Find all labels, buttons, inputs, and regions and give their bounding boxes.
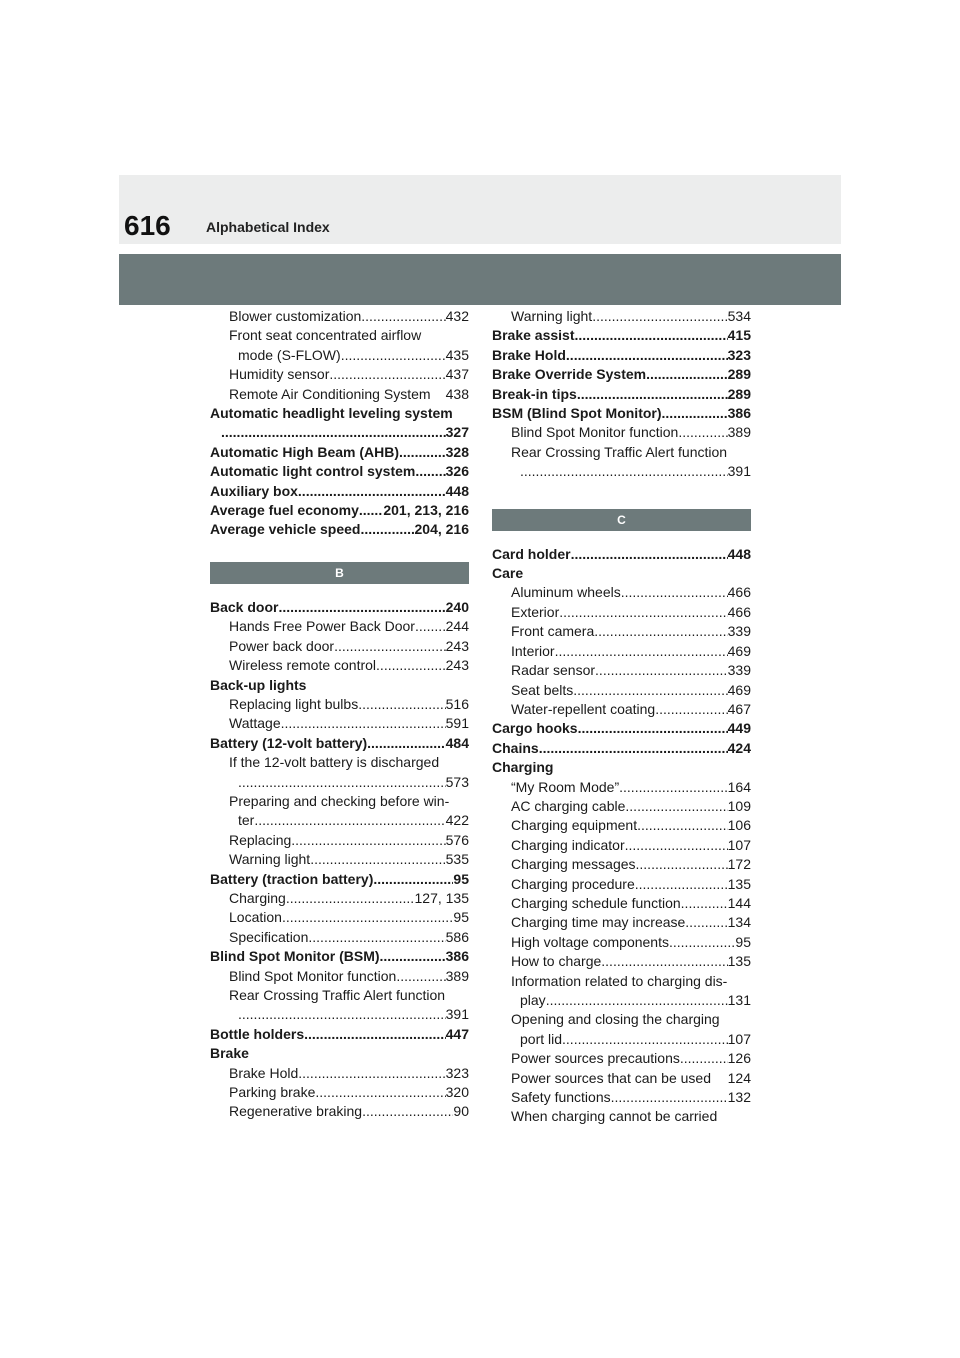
index-entry-text: Back door <box>210 598 279 615</box>
index-entry <box>210 520 469 539</box>
index-entry-page[interactable]: 448 <box>727 545 751 562</box>
leader-dots <box>308 928 445 947</box>
index-entry <box>492 622 751 641</box>
index-entry-page[interactable]: 339 <box>727 662 751 679</box>
index-entry-text: High voltage components <box>511 933 669 950</box>
leader-dots <box>636 855 728 874</box>
index-entry <box>210 617 469 636</box>
index-entry <box>492 875 751 894</box>
index-entry-text: Charging <box>229 889 286 906</box>
index-entry-page[interactable]: 107 <box>727 836 751 853</box>
index-entry-page[interactable]: 534 <box>727 308 751 324</box>
index-entry-page[interactable]: 424 <box>727 739 751 756</box>
index-entry-page[interactable]: 243 <box>445 637 469 654</box>
index-entry <box>492 1049 751 1068</box>
index-entry-text: Brake Hold <box>492 346 566 363</box>
index-entry <box>210 831 469 850</box>
leader-dots <box>611 1088 728 1107</box>
index-entry-page[interactable]: 484 <box>445 734 469 751</box>
index-entry-text: Regenerative braking <box>229 1103 363 1120</box>
index-entry <box>210 753 469 772</box>
index-entry <box>210 307 469 326</box>
leader-dots <box>373 870 453 889</box>
letter-section-header: C <box>492 509 751 531</box>
leader-dots <box>282 908 453 927</box>
index-entry-text: Automatic headlight leveling system <box>210 405 453 422</box>
index-entry-page[interactable]: 415 <box>727 327 751 344</box>
index-entry <box>210 1064 469 1083</box>
index-entry-page[interactable]: 323 <box>727 346 751 363</box>
leader-dots <box>367 734 445 753</box>
index-entry <box>492 423 751 442</box>
leader-dots <box>291 831 445 850</box>
index-entry-text: Battery (traction battery) <box>210 870 374 887</box>
index-entry <box>492 307 751 326</box>
header-dark-band <box>119 254 841 305</box>
index-entry-text: Automatic High Beam (AHB) <box>210 443 400 460</box>
leader-dots <box>539 739 728 758</box>
index-entry <box>492 661 751 680</box>
index-entry <box>210 908 469 927</box>
index-entry-page[interactable]: 320 <box>445 1084 469 1101</box>
index-entry-text: Specification <box>229 928 309 945</box>
index-entry-text: Front camera <box>511 623 595 640</box>
index-entry-page[interactable]: 516 <box>445 695 469 712</box>
index-entry <box>210 870 469 889</box>
index-entry <box>492 894 751 913</box>
index-entry-page[interactable]: 391 <box>727 463 751 480</box>
index-entry-text: AC charging cable <box>511 797 626 814</box>
index-entry <box>210 637 469 656</box>
index-entry-text: Brake <box>210 1045 249 1062</box>
index-entry-page[interactable]: 126 <box>727 1050 751 1067</box>
index-entry <box>492 952 751 971</box>
leader-dots <box>575 326 728 345</box>
index-entry-text: Location <box>229 909 282 926</box>
index-entry-page[interactable]: 591 <box>445 715 469 732</box>
index-column-right <box>492 307 751 1127</box>
index-entry-text: Bottle holders <box>210 1025 305 1042</box>
index-entry <box>210 811 469 830</box>
index-entry <box>492 346 751 365</box>
index-entry-page[interactable]: 339 <box>727 623 751 640</box>
index-entry <box>210 889 469 908</box>
leader-dots <box>571 545 728 564</box>
index-entry <box>210 1025 469 1044</box>
index-entry-page[interactable]: 244 <box>445 618 469 635</box>
index-entry <box>210 695 469 714</box>
index-entry-text: Automatic light control system <box>210 463 416 480</box>
leader-dots <box>298 482 446 501</box>
leader-dots <box>621 583 728 602</box>
index-entry-page[interactable]: 389 <box>445 967 469 984</box>
index-entry-text: Remote Air Conditioning System <box>229 385 431 402</box>
index-entry-page[interactable]: 328 <box>445 443 469 460</box>
index-entry <box>210 1102 469 1121</box>
index-entry <box>492 365 751 384</box>
leader-dots <box>281 714 446 733</box>
index-entry-page[interactable]: 243 <box>445 657 469 674</box>
index-entry <box>492 583 751 602</box>
index-entry <box>492 1069 751 1088</box>
index-entry <box>492 1107 751 1126</box>
index-entry-text: mode (S-FLOW) <box>238 346 341 363</box>
leader-dots <box>681 894 728 913</box>
index-entry <box>210 482 469 501</box>
leader-dots <box>380 947 446 966</box>
index-entry <box>210 326 469 345</box>
index-entry-text: ter <box>238 812 255 829</box>
index-entry-page[interactable]: 95 <box>453 909 469 926</box>
index-entry-text: Blind Spot Monitor function <box>229 967 397 984</box>
index-entry <box>210 967 469 986</box>
index-entry <box>492 404 751 423</box>
index-entry <box>210 346 469 365</box>
index-entry-page[interactable]: 422 <box>445 812 469 829</box>
index-entry-text: Warning light <box>229 851 311 868</box>
leader-dots <box>520 462 728 481</box>
leader-dots <box>396 967 445 986</box>
index-entry-text: Blind Spot Monitor (BSM) <box>210 948 380 965</box>
index-entry-page[interactable]: 172 <box>727 856 751 873</box>
index-entry <box>492 443 751 462</box>
index-entry <box>210 462 469 481</box>
leader-dots <box>546 991 728 1010</box>
index-entry-page[interactable]: 289 <box>727 366 751 383</box>
index-entry <box>492 972 751 991</box>
leader-dots <box>637 816 728 835</box>
leader-dots <box>559 603 727 622</box>
index-entry-text: Rear Crossing Traffic Alert function <box>511 443 728 460</box>
index-entry <box>492 681 751 700</box>
index-entry-page[interactable]: 326 <box>445 463 469 480</box>
index-entry-text: Brake Hold <box>229 1064 299 1081</box>
leader-dots <box>619 778 728 797</box>
index-entry <box>492 739 751 758</box>
index-entry-text: port lid <box>520 1030 563 1047</box>
index-entry <box>210 850 469 869</box>
index-entry <box>210 404 469 423</box>
index-column-left <box>210 307 469 1122</box>
index-entry-text: Warning light <box>511 308 593 324</box>
index-entry-text: Charging equipment <box>511 817 638 834</box>
page-number: 616 <box>124 210 171 241</box>
index-entry-text: Preparing and checking before win- <box>229 792 450 809</box>
leader-dots <box>399 443 446 462</box>
index-entry-page[interactable]: 432 <box>445 308 469 324</box>
leader-dots <box>578 719 728 738</box>
index-entry-text: Hands Free Power Back Door <box>229 618 415 635</box>
index-entry-text: Break-in tips <box>492 385 577 402</box>
index-entry-text: Cargo hooks <box>492 720 578 737</box>
leader-dots <box>286 889 415 908</box>
index-entry-page[interactable]: 109 <box>727 797 751 814</box>
index-entry-text: Back-up lights <box>210 676 307 693</box>
index-entry <box>492 797 751 816</box>
index-entry-text: play <box>520 992 546 1008</box>
index-entry-page[interactable]: 127, 135 <box>414 889 469 906</box>
index-entry-text: Safety functions <box>511 1089 611 1106</box>
index-entry <box>210 1005 469 1024</box>
index-entry <box>492 700 751 719</box>
index-entry <box>492 385 751 404</box>
leader-dots <box>655 700 727 719</box>
index-entry-page[interactable]: 107 <box>727 1030 751 1047</box>
leader-dots <box>573 681 727 700</box>
index-entry-text: Wattage <box>229 715 281 732</box>
index-entry-text: Care <box>492 565 524 582</box>
index-entry <box>492 1010 751 1029</box>
index-entry-text: Blind Spot Monitor function <box>511 424 679 441</box>
index-entry <box>492 991 751 1010</box>
leader-dots <box>415 617 446 636</box>
index-entry-text: Charging procedure <box>511 875 635 892</box>
index-entry <box>492 836 751 855</box>
leader-dots <box>577 385 728 404</box>
leader-dots <box>361 307 445 326</box>
index-entry <box>492 642 751 661</box>
index-entry-page[interactable]: 95 <box>453 870 469 887</box>
index-entry-text: Charging indicator <box>511 836 625 853</box>
index-entry <box>210 501 469 520</box>
index-entry-page[interactable]: 240 <box>445 598 469 615</box>
leader-dots <box>278 598 445 617</box>
index-entry-page[interactable]: 386 <box>727 405 751 422</box>
index-entry <box>210 1044 469 1063</box>
leader-dots <box>221 423 446 442</box>
index-entry <box>492 462 751 481</box>
leader-dots <box>358 695 445 714</box>
index-entry-page[interactable]: 586 <box>445 928 469 945</box>
leader-dots <box>601 952 727 971</box>
index-entry-page[interactable]: 438 <box>445 385 469 402</box>
index-entry-page[interactable]: 134 <box>727 914 751 931</box>
leader-dots <box>359 501 383 520</box>
index-entry-text: “My Room Mode” <box>511 778 620 795</box>
index-entry <box>492 855 751 874</box>
index-entry-page[interactable]: 391 <box>445 1006 469 1023</box>
index-entry <box>210 656 469 675</box>
leader-dots <box>680 1049 728 1068</box>
index-entry-page[interactable]: 201, 213, 216 <box>383 502 469 519</box>
index-entry <box>210 443 469 462</box>
leader-dots <box>625 797 727 816</box>
index-entry-page[interactable]: 466 <box>727 603 751 620</box>
index-entry-page[interactable]: 435 <box>445 346 469 363</box>
index-entry-text: Charging schedule function <box>511 894 681 911</box>
index-entry-page[interactable]: 135 <box>727 875 751 892</box>
index-entry-page[interactable]: 573 <box>445 773 469 790</box>
index-entry-text: Radar sensor <box>511 662 596 679</box>
index-entry-text: Water-repellent coating <box>511 700 656 717</box>
index-entry <box>210 773 469 792</box>
index-entry-page[interactable]: 106 <box>727 817 751 834</box>
index-entry-page[interactable]: 535 <box>445 851 469 868</box>
index-entry-text: Interior <box>511 642 555 659</box>
index-entry <box>492 758 751 777</box>
index-entry <box>492 326 751 345</box>
index-entry <box>210 792 469 811</box>
index-entry <box>492 1088 751 1107</box>
index-entry-page[interactable]: 131 <box>727 992 751 1008</box>
letter-section-header: B <box>210 562 469 584</box>
index-entry-text: BSM (Blind Spot Monitor) <box>492 405 662 422</box>
leader-dots <box>315 1083 445 1102</box>
leader-dots <box>594 622 727 641</box>
index-entry-text: Aluminum wheels <box>511 584 621 601</box>
index-entry-page[interactable]: 289 <box>727 385 751 402</box>
index-entry-text: Chains <box>492 739 539 756</box>
index-entry-text: Card holder <box>492 545 571 562</box>
index-entry <box>210 385 469 404</box>
index-entry-page[interactable]: 323 <box>445 1064 469 1081</box>
index-entry-text: Information related to charging dis- <box>511 972 728 989</box>
index-entry-text: Seat belts <box>511 681 574 698</box>
index-entry-text: Power back door <box>229 637 335 654</box>
index-entry-text: Parking brake <box>229 1084 316 1101</box>
index-entry-page[interactable]: 389 <box>727 424 751 441</box>
index-entry-text: Blower customization <box>229 308 362 324</box>
index-entry-page[interactable]: 95 <box>735 933 751 950</box>
index-entry <box>492 778 751 797</box>
index-entry-text: Exterior <box>511 603 560 620</box>
index-entry-page[interactable]: 135 <box>727 953 751 970</box>
leader-dots <box>592 307 727 326</box>
index-entry-text: Battery (12-volt battery) <box>210 734 368 751</box>
index-entry-text: Brake Override System <box>492 366 647 383</box>
leader-dots <box>362 1102 453 1121</box>
index-entry <box>492 719 751 738</box>
index-entry <box>210 734 469 753</box>
index-entry <box>492 564 751 583</box>
index-entry-text: When charging cannot be carried <box>511 1108 718 1125</box>
index-entry <box>210 676 469 695</box>
index-entry-page[interactable]: 386 <box>445 948 469 965</box>
index-entry-text: Front seat concentrated airflow <box>229 327 422 344</box>
leader-dots <box>341 346 446 365</box>
index-entry <box>210 423 469 442</box>
index-entry <box>492 816 751 835</box>
index-entry <box>210 598 469 617</box>
index-entry-text: Humidity sensor <box>229 366 330 383</box>
index-entry-text: Rear Crossing Traffic Alert function <box>229 987 446 1003</box>
index-entry-page[interactable]: 124 <box>727 1069 751 1086</box>
leader-dots <box>566 346 728 365</box>
leader-dots <box>238 773 446 792</box>
index-entry-page[interactable]: 449 <box>727 720 751 737</box>
leader-dots <box>238 1005 446 1024</box>
index-entry-page[interactable]: 164 <box>727 778 751 795</box>
index-entry-text: Power sources that can be used <box>511 1069 712 1086</box>
index-entry-page[interactable]: 466 <box>727 584 751 601</box>
leader-dots <box>304 1025 446 1044</box>
leader-dots <box>298 1064 445 1083</box>
index-entry-page[interactable]: 437 <box>445 366 469 383</box>
index-entry-page[interactable]: 90 <box>453 1103 469 1120</box>
leader-dots <box>625 836 728 855</box>
index-entry <box>210 986 469 1005</box>
index-entry <box>492 933 751 952</box>
index-entry-text: Replacing light bulbs <box>229 695 359 712</box>
index-entry <box>492 913 751 932</box>
leader-dots <box>555 642 728 661</box>
index-entry-page[interactable]: 469 <box>727 681 751 698</box>
index-entry-text: Wireless remote control <box>229 657 377 674</box>
leader-dots <box>646 365 728 384</box>
index-entry-text: Charging messages <box>511 856 636 873</box>
index-entry-page[interactable]: 576 <box>445 831 469 848</box>
leader-dots <box>678 423 727 442</box>
index-entry-page[interactable]: 327 <box>445 424 469 441</box>
index-entry-page[interactable]: 144 <box>727 894 751 911</box>
index-entry <box>492 603 751 622</box>
leader-dots <box>595 661 728 680</box>
index-entry <box>210 365 469 384</box>
index-entry <box>210 947 469 966</box>
index-entry-text: Replacing <box>229 831 292 848</box>
leader-dots <box>669 933 735 952</box>
index-entry <box>492 1030 751 1049</box>
index-entry-text: Opening and closing the charging <box>511 1011 720 1028</box>
index-entry-page[interactable]: 448 <box>445 482 469 499</box>
index-entry-page[interactable]: 467 <box>727 700 751 717</box>
index-entry-text: Charging <box>492 759 554 776</box>
leader-dots <box>635 875 728 894</box>
index-entry-text: Charging time may increase <box>511 914 686 931</box>
leader-dots <box>685 913 727 932</box>
leader-dots <box>415 462 445 481</box>
leader-dots <box>376 656 446 675</box>
leader-dots <box>334 637 446 656</box>
index-entry-text: How to charge <box>511 953 602 970</box>
index-entry-text: Average vehicle speed <box>210 521 361 538</box>
index-entry-page[interactable]: 204, 216 <box>414 521 469 538</box>
index-entry <box>210 1083 469 1102</box>
index-entry-page[interactable]: 132 <box>727 1089 751 1106</box>
index-entry-text: Power sources precautions <box>511 1050 680 1067</box>
index-entry-text: Brake assist <box>492 327 575 344</box>
index-entry <box>492 545 751 564</box>
index-entry <box>210 714 469 733</box>
index-entry-text: Average fuel economy <box>210 502 359 519</box>
leader-dots <box>310 850 445 869</box>
leader-dots <box>562 1030 728 1049</box>
index-entry-page[interactable]: 469 <box>727 642 751 659</box>
leader-dots <box>329 365 445 384</box>
index-entry <box>210 928 469 947</box>
section-title: Alphabetical Index <box>206 219 330 235</box>
index-entry-text: Auxiliary box <box>210 482 298 499</box>
index-entry-page[interactable]: 447 <box>445 1025 469 1042</box>
leader-dots <box>254 811 445 830</box>
leader-dots <box>662 404 728 423</box>
index-entry-text: If the 12-volt battery is discharged <box>229 754 440 771</box>
leader-dots <box>360 520 414 539</box>
